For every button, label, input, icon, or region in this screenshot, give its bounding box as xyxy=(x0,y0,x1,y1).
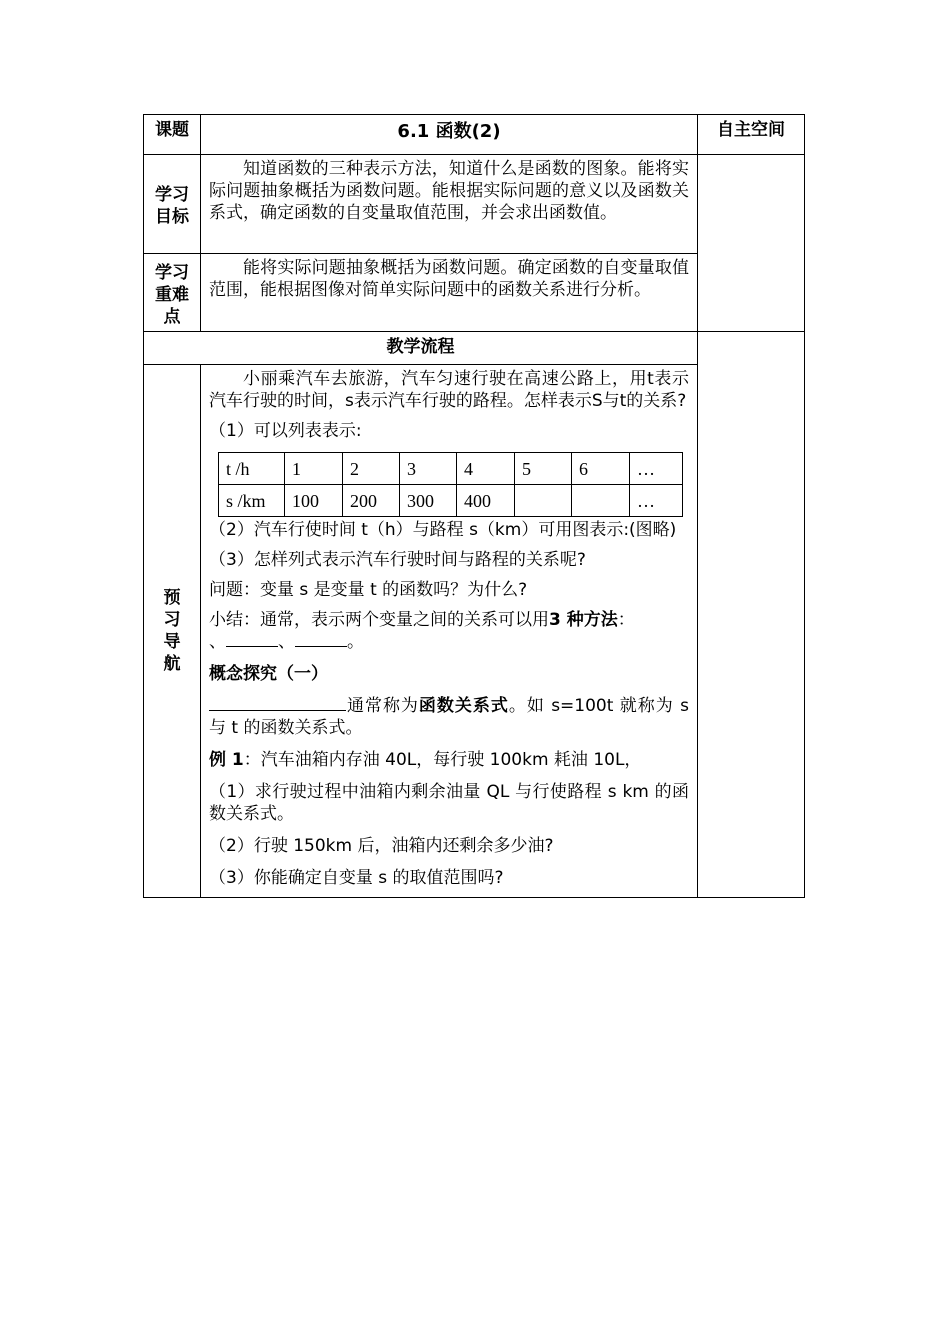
preview-label-text: 预 习 导 航 xyxy=(163,588,181,674)
table-cell: 200 xyxy=(343,485,400,517)
preview-summary xyxy=(209,609,689,653)
summary-blank-1 xyxy=(226,631,278,647)
time-distance-table xyxy=(218,452,683,517)
key-points-label-text: 学习 重难 点 xyxy=(155,262,189,327)
preview-question: 问题：变量 s 是变量 t 的函数吗？为什么? xyxy=(209,580,528,600)
table-cell: 5 xyxy=(515,453,572,485)
example-q2: （2）行驶 150km 后，油箱内还剩余多少油? xyxy=(209,836,554,856)
preview-label xyxy=(144,365,201,898)
concept-heading: 概念探究（一） xyxy=(209,664,328,684)
summary-prefix: 小结：通常，表示两个变量之间的关系可以用 xyxy=(209,610,549,630)
goals-label-text: 学习 目标 xyxy=(155,185,189,227)
table-row-time xyxy=(219,453,683,485)
flow-heading: 教学流程 xyxy=(144,332,698,365)
key-points-label xyxy=(144,254,201,332)
summary-blank-2 xyxy=(295,631,347,647)
concept-text xyxy=(209,695,689,739)
goals-text: 知道函数的三种表示方法，知道什么是函数的图象。能将实际问题抽象概括为函数问题。能根据实际问题的意义以及函数关系式，确定函数的自变量取值范围，并会求出函数值。 xyxy=(201,155,698,254)
table-cell: 300 xyxy=(400,485,457,517)
preview-q1: （1）可以列表表示: xyxy=(209,421,362,441)
table-row-distance xyxy=(219,485,683,517)
table-cell: s /km xyxy=(219,485,285,517)
table-cell: t /h xyxy=(219,453,285,485)
preview-intro: 小丽乘汽车去旅游，汽车匀速行驶在高速公路上，用t表示汽车行驶的时间，s表示汽车行驶的路程。怎样表示S与t的关系? xyxy=(209,369,689,411)
preview-q3: （3）怎样列式表示汽车行驶时间与路程的关系呢? xyxy=(209,550,586,570)
concept-mid: 通常称为 xyxy=(346,696,419,716)
summary-end: 。 xyxy=(347,632,364,652)
concept-rest: 。如 s=100t 就称为 s 与 t 的函数关系式。 xyxy=(209,696,689,738)
self-space-label: 自主空间 xyxy=(698,115,805,155)
preview-q2: （2）汽车行使时间 t（h）与路程 s（km）可用图表示:(图略) xyxy=(209,520,677,540)
goals-label xyxy=(144,155,201,254)
table-cell: 6 xyxy=(572,453,630,485)
table-cell: 1 xyxy=(285,453,343,485)
summary-sep2: 、 xyxy=(278,632,295,652)
summary-bold: 3 种方法 xyxy=(549,610,618,630)
table-cell: 2 xyxy=(343,453,400,485)
table-cell: 100 xyxy=(285,485,343,517)
table-cell: … xyxy=(630,453,683,485)
example-text: ：汽车油箱内存油 40L，每行驶 100km 耗油 10L， xyxy=(243,750,642,770)
preview-content xyxy=(201,365,698,898)
concept-blank xyxy=(209,695,346,711)
topic-label: 课题 xyxy=(144,115,201,155)
example-1 xyxy=(209,749,689,771)
concept-bold: 函数关系式 xyxy=(418,696,509,716)
self-space-cell-2 xyxy=(698,332,805,898)
lesson-title: 6.1 函数(2) xyxy=(201,115,698,155)
table-cell xyxy=(572,485,630,517)
table-cell: 4 xyxy=(457,453,515,485)
key-points-text: 能将实际问题抽象概括为函数问题。确定函数的自变量取值范围，能根据图像对简单实际问题中的函数关系进行分析。 xyxy=(201,254,698,332)
summary-sep1: 、 xyxy=(209,632,226,652)
table-cell xyxy=(515,485,572,517)
table-cell: 3 xyxy=(400,453,457,485)
table-cell: … xyxy=(630,485,683,517)
example-q1: （1）求行驶过程中油箱内剩余油量 QL 与行使路程 s km 的函数关系式。 xyxy=(209,782,689,824)
summary-colon: ： xyxy=(617,610,635,630)
lesson-table xyxy=(143,114,805,898)
example-q3: （3）你能确定自变量 s 的取值范围吗? xyxy=(209,868,504,888)
example-label: 例 1 xyxy=(209,750,244,770)
self-space-cell xyxy=(698,155,805,332)
table-cell: 400 xyxy=(457,485,515,517)
